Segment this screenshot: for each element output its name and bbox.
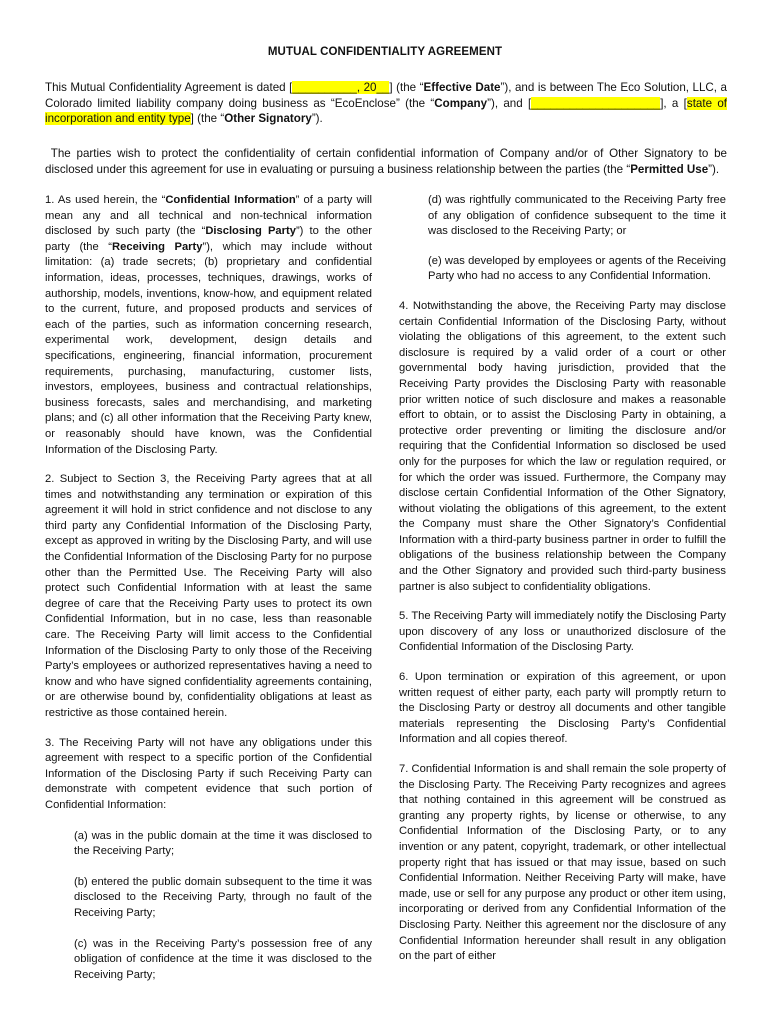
permitted-use-term: Permitted Use: [630, 162, 709, 176]
other-signatory-term: Other Signatory: [224, 112, 312, 126]
section-2: 2. Subject to Section 3, the Receiving Party agrees that at all times and notwithstanding any termination or expiration of this agreement it will hold in strict confidence and not disclose to any third party any Confidential Information of the Disclosing Party, except as approved in writing by the Disclosing Party, and will use the Confidential Information of the Disclosing Party for no purpose other than the Permitted Use. The Receiving Party will also protect such Confidential Information with at least the same degree of care that the Receiving Party uses to protect its own Confidential Information, but in no case, less than reasonable care. The Receiving Party will limit access to the Confidential Information of the Disclosing Party to only those of the Receiving Party’s employees or authorized representatives having a need to know and who have signed confidentiality agreements containing, or are otherwise bound by, confidentiality obligations at least as restrictive as those contained herein.: [45, 473, 372, 719]
section-7: 7. Confidential Information is and shall remain the sole property of the Disclosing Party. The Receiving Party recognizes and agrees that nothing contained in this agreement will be construed as granting any property rights, by license or otherwise, to any Confidential Information of the Disclosing Party, or to any invention or any patent, copyright, trademark, or other intellectual property right that has issued or that may issue, based on such Confidential Information. Neither Receiving Party will make, have made, use or sell for any purpose any product or other item using, incorporating or derived from any Confidential Information of the Disclosing Party. Neither this agreement nor the disclosure of any Confidential Information hereunder shall result in any obligation on the part of either: [399, 763, 726, 963]
section-3e: (e) was developed by employees or agents of the Receiving Party who had no access to any Confidential Information.: [428, 254, 726, 283]
section-4: 4. Notwithstanding the above, the Receiving Party may disclose certain Confidential Information of the Disclosing Party, without violating the obligations of this agreement, to the extent such disclosure is required by a valid order of a court or other governmental body having jurisdiction, provided that the Receiving Party provides the Disclosing Party with reasonable prior written notice of such disclosure and makes a reasonable effort to obtain, or to assist the Disclosing Party in obtaining, a protective order preventing or limiting the disclosure and/or requiring that the Confidential Information so disclosed be used only for the purposes for which the law or regulation required, or for which the order was issued. Furthermore, the Company may disclose certain Confidential Information of the Other Signatory, without violating the obligations of this agreement, to the extent the Company must share the Other Signatory’s Confidential Information with a third-party business partner in order to fulfill the obligations of the business relationship between the Company and the Other Signatory and provided such third-party business partner is also subject to confidentiality obligations.: [399, 299, 726, 593]
left-column: [45, 193, 372, 983]
section-1: 1. As used herein, the “Confidential Information” of a party will mean any and all technical and non-technical information disclosed by such party (the “Disclosing Party”) to the other party (the “Receiving Party”), which may include without limitation: (a) trade secrets; (b) proprietary and confidential information, ideas, processes, techniques, drawings, works of authorship, models, inventions, know-how, and equipment related to the current, future, and proposed products and services of each of the parties, such as information concerning research, experimental work, development, design details and specifications, engineering, financial information, procurement requirements, purchasing, manufacturing, customer lists, investors, employees, business and contractual relationships, business forecasts, sales and merchandising, and marketing plans; and (c) all other information that the Receiving Party knew, or reasonably should have known, was the Confidential Information of the Disclosing Party.: [45, 194, 372, 456]
section-5: 5. The Receiving Party will immediately notify the Disclosing Party upon discovery of any loss or unauthorized disclosure of the Confidential Information of the Disclosing Party.: [399, 610, 726, 654]
date-blank-field[interactable]: __________, 20__: [292, 81, 390, 94]
section-6: 6. Upon termination or expiration of this agreement, or upon written request of either party, each party will promptly return to the Disclosing Party or destroy all documents and other tangible materials representing the Disclosing Party’s Confidential Information and all copies thereof.: [399, 671, 726, 746]
state-entity-blank-field[interactable]: state of incorporation and entity type: [45, 96, 728, 126]
section-3b: (b) entered the public domain subsequent to the time it was disclosed to the Receiving Party, through no fault of the Receiving Party;: [74, 875, 372, 919]
section-3d: (d) was rightfully communicated to the Receiving Party free of any obligation of confidence subsequent to the time it was disclosed to the Receiving Party; or: [428, 194, 726, 238]
section-3: 3. The Receiving Party will not have any obligations under this agreement with respect to a specific portion of the Confidential Information of the Disclosing Party if such Receiving Party can demonstrate with competent evidence that such portion of Confidential Information:: [45, 736, 372, 811]
company-term: Company: [434, 96, 488, 110]
intro-paragraph: This Mutual Confidentiality Agreement is dated [__________, 20__] (the “Effective Date”), and is between The Eco Solution, LLC, a Colorado limited liability company doing business as “EcoEnclose” (the “Company”), and [____________________], a [state of incorporation and entity type] (the “Other Signatory”).: [45, 81, 728, 126]
document-title: MUTUAL CONFIDENTIALITY AGREEMENT: [267, 46, 503, 58]
party-name-blank-field[interactable]: ____________________: [531, 96, 661, 110]
section-3c: (c) was in the Receiving Party’s possession free of any obligation of confidence at the time it was disclosed to the Receiving Party;: [74, 937, 372, 981]
purpose-paragraph: The parties wish to protect the confidentiality of certain confidential information of Company and/or of Other Signatory to be disclosed under this agreement for use in evaluating or pursuing a business relationship between the parties (the “Permitted Use”).: [45, 147, 727, 176]
effective-date-term: Effective Date: [423, 81, 501, 94]
right-column: [399, 193, 726, 965]
section-3a: (a) was in the public domain at the time it was disclosed to the Receiving Party;: [74, 829, 372, 858]
